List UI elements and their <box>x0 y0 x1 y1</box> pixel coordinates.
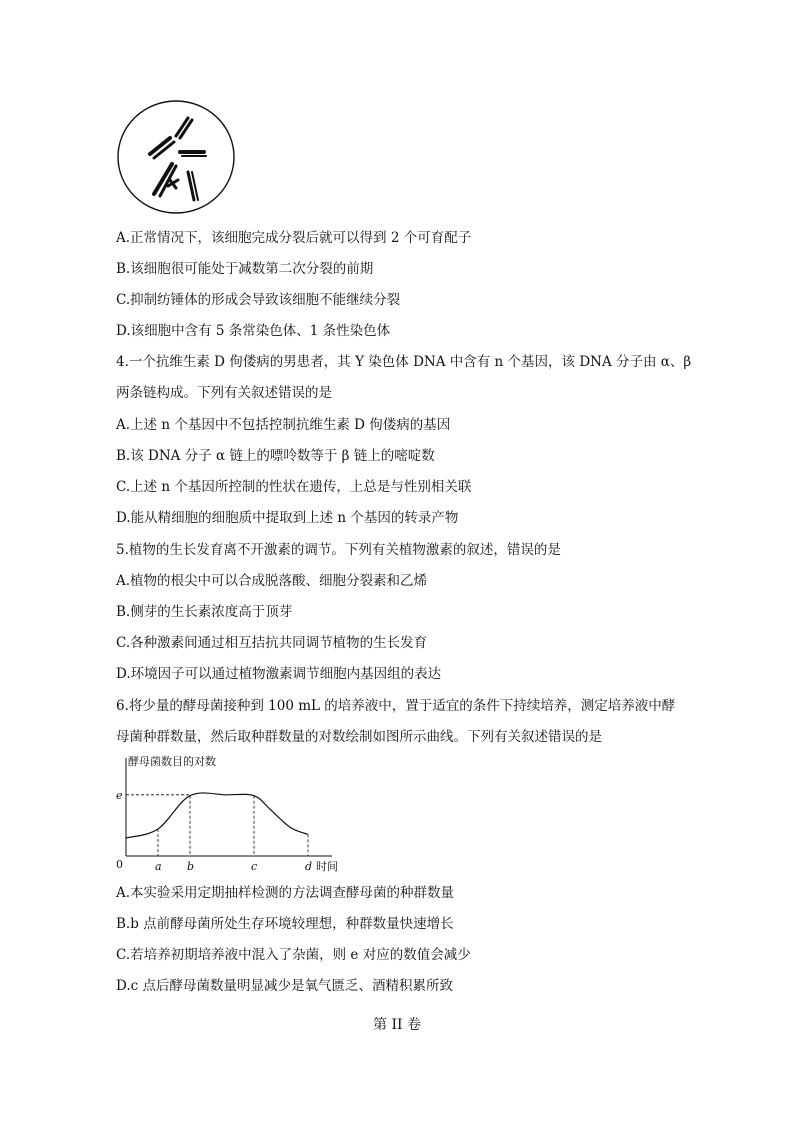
q6-stem-line2: 母菌种群数量，然后取种群数量的对数绘制如图所示曲线。下列有关叙述错误的是 <box>116 729 602 745</box>
q5-option-b: B.侧芽的生长素浓度高于顶芽 <box>116 604 293 620</box>
y-axis-label: 酵母菌数目的对数 <box>128 755 216 768</box>
x-tick-label-a: a <box>155 860 162 873</box>
chromosomes <box>150 118 206 200</box>
q5-option-d: D.环境因子可以通过植物激素调节细胞内基因组的表达 <box>116 666 442 682</box>
q4-option-b: B.该 DNA 分子 α 链上的嘌呤数等于 β 链上的嘧啶数 <box>116 448 435 464</box>
cell-diagram <box>110 96 244 220</box>
q4-stem-line2: 两条链构成。下列有关叙述错误的是 <box>116 385 332 401</box>
q6-option-b: B.b 点前酵母菌所处生存环境较理想，种群数量快速增长 <box>116 916 454 932</box>
q6-option-d: D.c 点后酵母菌数量明显减少是氧气匮乏、酒精积累所致 <box>116 978 453 994</box>
q3-option-b: B.该细胞很可能处于减数第二次分裂的前期 <box>116 261 374 277</box>
q4-option-a: A.上述 n 个基因中不包括控制抗维生素 D 佝偻病的基因 <box>116 417 451 433</box>
q4-stem-line1: 4.一个抗维生素 D 佝偻病的男患者，其 Y 染色体 DNA 中含有 n 个基因，该 DNA 分子由 α、β <box>116 354 692 370</box>
q5-option-a: A.植物的根尖中可以合成脱落酸、细胞分裂素和乙烯 <box>116 573 428 589</box>
cell-membrane <box>118 101 234 213</box>
population-curve-chart <box>110 752 350 874</box>
x-axis-label: 时间 <box>316 860 338 873</box>
population-curve <box>126 793 308 838</box>
q5-option-c: C.各种激素间通过相互拮抗共同调节植物的生长发育 <box>116 635 428 651</box>
q3-option-c: C.抑制纺锤体的形成会导致该细胞不能继续分裂 <box>116 292 401 308</box>
q4-option-d: D.能从精细胞的细胞质中提取到上述 n 个基因的转录产物 <box>116 510 459 526</box>
x-tick-label-d: d <box>305 860 313 873</box>
x-tick-label-b: b <box>187 860 195 873</box>
q3-option-a: A.正常情况下，该细胞完成分裂后就可以得到 2 个可育配子 <box>116 230 472 246</box>
q4-option-c: C.上述 n 个基因所控制的性状在遗传，上总是与性别相关联 <box>116 479 472 495</box>
q5-stem: 5.植物的生长发育离不开激素的调节。下列有关植物激素的叙述，错误的是 <box>116 542 561 558</box>
q3-option-d: D.该细胞中含有 5 条常染色体、1 条性染色体 <box>116 323 391 339</box>
q6-option-a: A.本实验采用定期抽样检测的方法调查酵母菌的种群数量 <box>116 885 455 901</box>
section-footer: 第 II 卷 <box>373 1017 421 1033</box>
x-tick-label-c: c <box>251 860 258 873</box>
q6-option-c: C.若培养初期培养液中混入了杂菌，则 e 对应的数值会减少 <box>116 947 471 963</box>
y-tick-label-e: e <box>116 788 123 802</box>
q6-stem-line1: 6.将少量的酵母菌接种到 100 mL 的培养液中，置于适宜的条件下持续培养，测定培养液中酵 <box>116 698 676 714</box>
origin-label: 0 <box>116 858 123 871</box>
